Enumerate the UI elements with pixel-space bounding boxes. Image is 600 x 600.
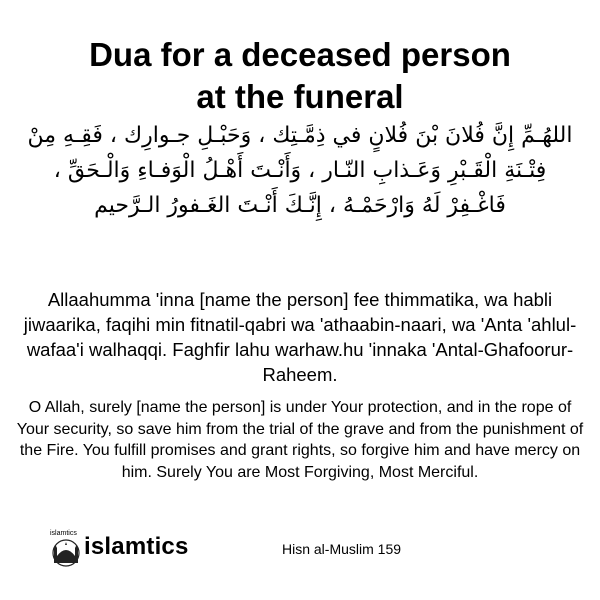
- page-title: [0, 34, 600, 118]
- logo-small-text: islamtics: [50, 530, 77, 537]
- hadith-reference: Hisn al-Muslim 159: [282, 541, 402, 557]
- translation-text: O Allah, surely [name the person] is under Your protection, and in the rope of Your security, so save him from the trial of the grave and from the punishment of the Fire. You fulfill promises and grant rights, so forgive him and have mercy on him. Surely You are Most Forgiving, Most Merciful.: [16, 399, 584, 481]
- mosque-icon: [48, 534, 84, 568]
- arabic-dua-text: اللهُـمِّ إِنَّ فُلانَ بْنَ فُلانٍ في ذِمَّـتِك ، وَحَبْـلِ جـوارِك ، فَقِـهِ مِنْ فِتْـنَةِ الْقَـبْرِ وَعَـذابِ النّـار ، وَأَنْـتَ أَهْـلُ الْوَفـاءِ وَالْـحَقِّ ، فَاغْـفِرْ لَهُ وَارْحَمْـهُ ، إِنَّـكَ أَنْـتَ الغَـفورُ الـرَّحيم: [27, 123, 573, 218]
- title-line-2: at the funeral: [196, 78, 404, 115]
- footer: [0, 530, 600, 570]
- title-line-1: Dua for a deceased person: [89, 36, 511, 73]
- transliteration-text: Allaahumma 'inna [name the person] fee thimmatika, wa habli jiwaarika, faqihi min fitnatil-qabri wa 'athaabin-naari, wa 'Anta 'ahlul-wafaa'i walhaqqi. Faghfir lahu warhaw.hu 'innaka 'Antal-Ghafoorur-Raheem.: [23, 289, 577, 385]
- logo-text: islamtics: [84, 533, 189, 560]
